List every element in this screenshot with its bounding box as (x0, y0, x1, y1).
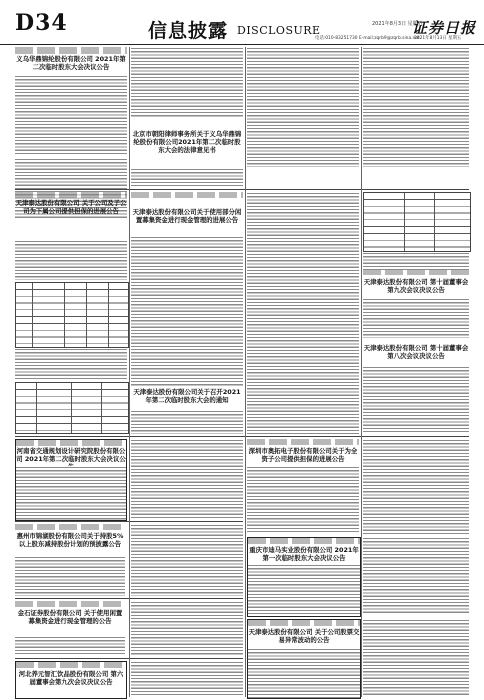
article-1-body-c (247, 47, 359, 167)
article-5-body (363, 298, 469, 338)
article-10-body (15, 556, 125, 596)
guarantee-table-2 (15, 382, 129, 434)
masthead-issue-date: 2021年8月13日 星期五 (414, 36, 462, 41)
article-9 (247, 439, 359, 465)
article-12 (15, 601, 125, 635)
article-2 (131, 118, 243, 173)
masthead-contact: 电话:010-83251730 E-mail:zqrb9@zqrb.sina.net (315, 36, 420, 41)
article-4-body (131, 236, 243, 386)
article-11-title: 重庆市迪马实业股份有限公司 2021年第一次临时股东大会决议公告 (249, 546, 359, 562)
article-7-title: 天津泰达股份有限公司 第十届董事会第八次会议决议公告 (363, 344, 469, 360)
masthead-date: 2021年8月3日 星期五 (372, 21, 423, 27)
article-3-body (15, 240, 127, 280)
article-9-body-b (363, 439, 469, 534)
voting-table (363, 192, 471, 252)
article-1 (15, 47, 127, 155)
article-11-body (363, 537, 469, 615)
article-4-body-b (247, 192, 359, 434)
article-5-title: 天津泰达股份有限公司 第十届董事会第九次会议决议公告 (363, 278, 469, 294)
article-1-body-d (363, 47, 469, 167)
article-3-title: 天津泰达股份有限公司 关于公司及子公司为下属公司提供担保的进展公告 (15, 199, 127, 215)
article-5-pre (363, 252, 469, 270)
article-4-title: 天津泰达股份有限公司关于使用部分闲置募集资金进行现金管理的进展公告 (132, 208, 242, 224)
article-6-title: 天津泰达股份有限公司关于召开2021年第二次临时股东大会的通知 (133, 388, 241, 404)
article-7-body (363, 366, 469, 434)
article-9-body (247, 466, 359, 534)
article-8-title: 河南省交通规划设计研究院股份有限公司 2021年第二次临时股东大会决议公 (16, 447, 126, 463)
article-5 (363, 270, 469, 296)
article-1-body-b (131, 47, 243, 118)
section-title: 信息披露 (148, 20, 229, 42)
article-7 (363, 340, 469, 366)
article-6-body (131, 410, 243, 434)
newspaper-logo: 证券日报 (412, 19, 477, 37)
article-1-title: 义乌华鼎锦纶股份有限公司 2021年第二次临时股东大会决议公告 (16, 55, 126, 71)
article-13 (247, 619, 361, 699)
article-12-title: 金石证券股份有限公司 关于使用闲置募集资金进行现金管理的公告 (17, 609, 123, 625)
article-14 (15, 661, 127, 699)
article-3-body-b (15, 348, 127, 380)
article-13-body (363, 619, 469, 697)
article-10-body-b (131, 524, 243, 596)
article-14-title: 河北养元智汇饮品股份有限公司 第六届董事会第九次会议决议公告 (18, 670, 124, 686)
article-10-title: 惠州市锦湖股份有限公司关于持股5%以上股东减持股份计划的预披露公告 (16, 532, 124, 548)
masthead (0, 0, 484, 45)
guarantee-table (15, 282, 129, 348)
article-12-body (15, 636, 125, 656)
article-8 (15, 439, 127, 521)
article-2-title: 北京市朝阳律师事务所关于义乌华鼎锦纶股份有限公司2021年第二次临时股东大会的法律意见书 (132, 130, 242, 154)
section-title-en: DISCLOSURE (237, 24, 321, 37)
article-8-body (131, 439, 243, 519)
article-13-title: 天津泰达股份有限公司 关于公司股票交易异常波动的公告 (248, 628, 360, 644)
article-14-body (131, 661, 243, 697)
article-2-body (131, 168, 243, 188)
article-12-body-b (131, 601, 243, 656)
article-9-title: 深圳市奥拓电子股份有限公司关于为全资子公司提供担保的进展公告 (248, 447, 358, 463)
article-11 (247, 537, 361, 617)
page-number: D34 (15, 10, 68, 36)
article-3 (15, 192, 127, 240)
article-6 (131, 388, 243, 410)
article-10 (15, 524, 125, 554)
